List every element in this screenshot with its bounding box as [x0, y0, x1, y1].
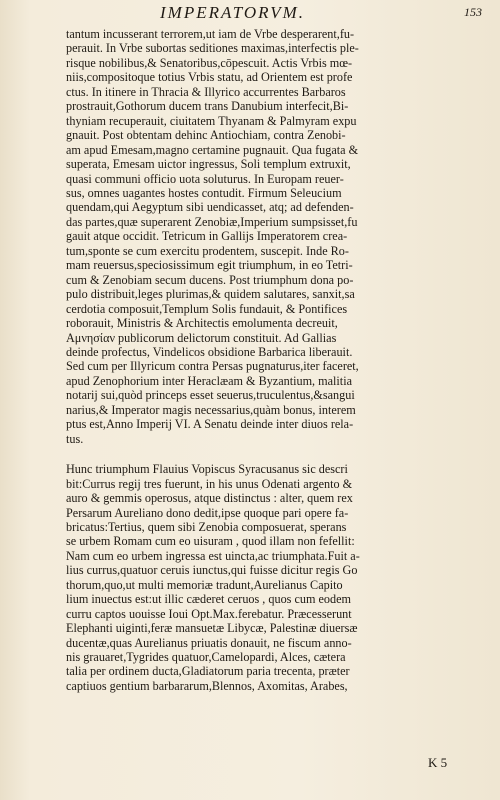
text-line: superata, Emesam uictor ingressus, Soli templum extruxit, — [66, 157, 351, 172]
text-line: narius,& Imperator magis necessarius,quàm bonus, interem — [66, 402, 356, 417]
text-line: Elephanti uiginti,feræ mansuetæ Libycæ, Palestinæ diuersæ — [66, 621, 358, 636]
text-line: tus. — [66, 431, 84, 446]
text-line: apud Zenophorium inter Heraclæam & Byzantium, malitia — [66, 373, 352, 388]
text-line: bricatus:Tertius, quem sibi Zenobia composuerat, sperans — [66, 519, 347, 534]
text-line: Nam cum eo urbem ingressa est uincta,ac triumphata.Fuit a- — [66, 548, 360, 563]
text-line: thorum,quo,ut multi memoriæ tradunt,Aurelianus Capito — [66, 577, 343, 592]
text-line: captiuos gentium barbararum,Blennos, Axomitas, Arabes, — [66, 678, 348, 693]
text-line: nis grauaret,Tygrides quatuor,Camelopardi, Alces, cætera — [66, 650, 346, 665]
text-line: talia per ordinem ducta,Gladiatorum paria trecenta, præter — [66, 664, 350, 679]
text-line: lium inuectus est:ut illic cæderet ceruos , quos cum eodem — [66, 592, 351, 607]
text-line: quendam,qui Aegyptum sibi uendicasset, atq; ad defenden- — [66, 200, 354, 215]
page-header — [60, 0, 490, 22]
text-line: ducentæ,quas Aurelianus priuatis donauit, ne fiscum anno- — [66, 635, 352, 650]
text-line: lius currus,quatuor ceruis iunctus,qui fuisse dicitur regis Go — [66, 563, 358, 578]
text-line: ptus est,Anno Imperij VI. A Senatu deinde inter diuos rela- — [66, 417, 354, 432]
text-line: sus, omnes uagantes hostes contudit. Firmum Seleucium — [66, 185, 342, 200]
text-line: risque nobilibus,& Senatoribus,cōpescuit. Actis Vrbis mœ- — [66, 55, 353, 70]
text-line: roborauit, Ministris & Architectis emolumenta decreuit, — [66, 316, 338, 331]
text-line: deinde profectus, Vindelicos obsidione Barbarica liberauit. — [66, 344, 353, 359]
text-line: mam reuersus,speciosissimum egit triumphum, in eo Tetri- — [66, 258, 353, 273]
text-line: tum,sponte se cum exercitu prodentem, suscepit. Inde Ro- — [66, 243, 349, 258]
signature-mark: K 5 — [428, 755, 448, 770]
text-line: auro & gemmis operosus, atque distinctus : alter, quem rex — [66, 491, 353, 506]
text-line: gauit atque occidit. Tetricum in Gallijs Imperatorem crea- — [66, 229, 348, 244]
text-line: cerdotia composuit,Templum Solis fundauit, & Pontifices — [66, 301, 348, 316]
text-line: pulo distribuit,leges plurimas,& quidem salutares, sanxit,sa — [66, 287, 355, 302]
text-line: Αμνησίαν publicorum delictorum constituit. Ad Gallias — [66, 330, 337, 345]
text-line: Persarum Aureliano dono dedit,ipse quoque pari opere fa- — [66, 505, 349, 520]
paragraph-2 — [66, 462, 488, 693]
text-line: cum & Zenobiam secum ducens. Post triumphum dona po- — [66, 272, 354, 287]
running-head: IMPERATORVM. — [160, 3, 306, 22]
text-line: prostrauit,Gothorum ducem trans Danubium interfecit,Bi- — [66, 99, 349, 114]
text-line: curru captos uouisse Ioui Opt.Max.ferebatur. Præcesserunt — [66, 606, 352, 621]
text-line: thyniam recuperauit, ciuitatem Thyanam & Palmyram expu — [66, 113, 357, 128]
text-line: tantum incusserant terrorem,ut iam de Vrbe desperarent,fu- — [66, 27, 355, 41]
text-line: se urbem Romam cum eo uisuram , quod illam non fefellit: — [66, 534, 355, 549]
text-line: am apud Emesam,magno certamine pugnauit. Qua fugata & — [66, 142, 359, 157]
text-line: ctus. In itinere in Thracia & Illyrico accurrentes Barbaros — [66, 84, 346, 99]
text-line: Sed cum per Illyricum contra Persas pugnaturus,iter faceret, — [66, 359, 359, 374]
text-line: niis,compositoque totius Vrbis statu, ad Orientem est profe — [66, 70, 353, 85]
page-number: 153 — [464, 5, 482, 19]
text-block — [66, 27, 488, 693]
text-line: Hunc triumphum Flauius Vopiscus Syracusanus sic descri — [66, 462, 348, 477]
text-line: perauit. In Vrbe subortas seditiones maximas,interfectis ple- — [66, 41, 359, 56]
text-line: quasi communi officio uota soluturus. In Europam reuer- — [66, 171, 344, 186]
text-line: gnauit. Post obtentam dehinc Antiochiam, contra Zenobi- — [66, 128, 346, 143]
paragraph-1 — [66, 27, 488, 446]
text-line: notarij sui,quòd princeps esset seuerus,truculentus,&sangui — [66, 388, 355, 403]
text-line: bit:Currus regij tres fuerunt, in his unus Odenati argento & — [66, 476, 353, 491]
text-line: das partes,quæ superarent Zenobiæ,Imperium sumpsisset,fu — [66, 214, 358, 229]
